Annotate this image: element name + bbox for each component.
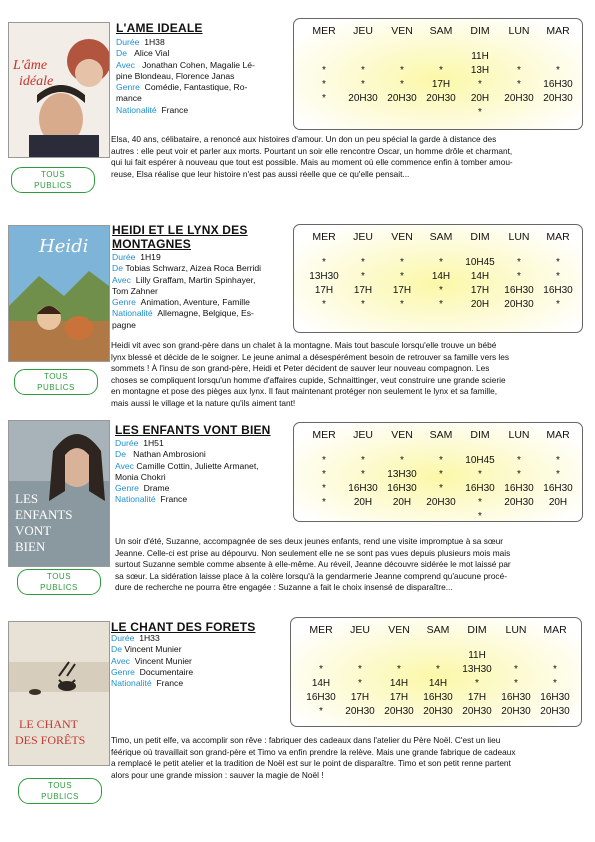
day-header: VEN [391,25,413,37]
day-header: MER [312,429,336,441]
showtime: 14H [389,678,409,689]
showtime: 20H30 [501,706,531,717]
day-header: DIM [470,231,490,243]
showtime: * [361,455,365,466]
showtime: 20H30 [387,93,417,104]
badge-line-2: PUBLICS [37,383,75,392]
showtime: * [361,271,365,282]
badge-line-1: TOUS [46,572,72,581]
showtime: 14H [428,678,448,689]
day-header: SAM [429,25,453,37]
poster-image [9,421,109,566]
showtime: 20H30 [384,706,414,717]
synopsis-line: reuse, Elsa réalise que leur histoire n'est pas aussi réelle que ce qu'elle pensait... [111,168,410,179]
showtime: 20H30 [462,706,492,717]
nationalite-value: France [156,678,184,689]
showtime: 16H30 [543,79,573,90]
badge-line-1: TOUS [40,170,66,179]
synopsis-line: autres : elle peut voir et parler aux morts. Pourtant un soir elle rencontre Oscar, un homme drôle et charmant, [111,145,513,156]
showtime: * [322,79,326,90]
badge-line-2: PUBLICS [40,583,78,592]
showtime: * [556,65,560,76]
showtime: 17H [350,692,370,703]
showtime: * [322,93,326,104]
day-header: DIM [467,624,487,636]
schedule-grid [293,18,583,130]
avec-value: Camille Cottin, Juliette Armanet, [136,460,259,471]
day-header: VEN [391,231,413,243]
showtime: 17H [470,285,490,296]
day-header: JEU [353,429,373,441]
showtime: * [322,483,326,494]
showtime: 10H45 [465,257,495,268]
duree-value: 1H19 [140,252,161,262]
showtime: 10H45 [465,455,495,466]
film-info [115,438,287,506]
showtime: 20H [353,497,373,508]
showtime: 16H30 [504,483,534,494]
badge-line-1: TOUS [43,372,69,381]
film-info [112,252,288,331]
poster-title-line-1: LE CHANT [19,717,78,731]
synopsis-line: Un soir d'été, Suzanne, accompagnée de ses deux jeunes enfants, rend une visite impromptue à sa sœur [115,536,504,546]
day-header: MER [312,231,336,243]
showtime: 17H [353,285,373,296]
showtime: * [439,469,443,480]
showtime: 13H30 [462,664,492,675]
showtime: 17H [389,692,409,703]
showtime: * [322,257,326,268]
poster-title-line-1: LES [15,491,39,506]
showtime: * [439,299,443,310]
showtime: * [556,455,560,466]
synopsis-line: sommets ! À l'insu de son grand-père, Heidi et Peter décident de sauver leur nouveau compagnon. Les [111,363,490,374]
avec-value: Jonathan Cohen, Magalie Lé- [142,59,255,70]
showtime: * [517,79,521,90]
showtime: 20H [548,497,568,508]
badge-line-1: TOUS [47,781,73,790]
showtime: 20H30 [543,93,573,104]
film-title [112,223,248,251]
poster-title-line-2: DES FORÊTS [15,733,86,747]
showtime: * [436,664,440,675]
film-title: LE CHANT DES FORETS [111,620,256,634]
schedule-grid [293,422,583,522]
showtime: * [358,678,362,689]
poster-heidi [8,225,110,362]
showtime: * [319,706,323,717]
genre-value: Documentaire [139,666,194,677]
poster-title: Heidi [39,236,89,257]
showtime: * [517,455,521,466]
showtime: * [322,299,326,310]
showtime: * [553,678,557,689]
day-header: LUN [508,25,530,37]
showtime: * [400,455,404,466]
genre-label: Genre [112,297,136,308]
day-header: JEU [350,624,370,636]
poster-image [9,622,109,765]
showtime: * [361,257,365,268]
synopsis [111,735,587,781]
de-label: De [115,449,126,460]
showtime: * [400,79,404,90]
avec-value-cont: pine Blondeau, Florence Janas [116,70,235,81]
showtime: 20H [470,299,490,310]
avec-label: Avec [115,460,134,471]
duree-label: Durée [112,252,136,262]
showtime: 20H30 [345,706,375,717]
showtime: 16H30 [543,285,573,296]
showtime: 20H30 [504,93,534,104]
synopsis-line: dure de recherche ne pourra être engagée : Suzanne a fait le choix insensé de disparaître... [115,582,453,593]
de-value: Alice Vial [134,48,170,59]
tous-publics-badge [17,569,101,595]
showtime: 17H [467,692,487,703]
nationalite-label: Nationalité [116,104,157,115]
showtime: * [322,455,326,466]
film-title: LES ENFANTS VONT BIEN [115,423,271,437]
poster-title-line-2: idéale [19,74,54,89]
day-header: MAR [546,25,570,37]
genre-value: Animation, Aventure, Famille [140,297,250,308]
showtime: 14H [431,271,451,282]
avec-label: Avec [112,274,131,285]
synopsis-line: a remplacé le petit atelier et la tradition de Noël est sur le point de disparaître. Timo et son petit renne partent [111,758,511,769]
avec-value: Vincent Munier [134,655,192,666]
genre-label: Genre [111,666,135,677]
showtime: * [439,257,443,268]
day-header: SAM [426,624,450,636]
poster-chant-des-forets [8,621,110,766]
de-value: Vincent Munier [124,644,182,655]
day-header: JEU [353,231,373,243]
showtime: * [475,678,479,689]
showtime: * [517,65,521,76]
synopsis-line: alors pour une grande mission : sauver la magie de Noël ! [111,769,324,780]
synopsis-line: Jeanne. Celle-ci est prise au dépourvu. Non seulement elle ne se sont pas vues depuis plusieurs mois mais [115,547,511,558]
showtime: * [478,511,482,522]
de-label: De [112,263,123,274]
poster-image [9,226,109,361]
day-header: SAM [429,429,453,441]
nationalite-value: France [160,494,188,505]
de-value: Tobias Schwarz, Aizea Roca Berridi [125,263,262,274]
showtime: 20H30 [423,706,453,717]
showtime: * [478,469,482,480]
showtime: * [478,497,482,508]
showtime: 16H30 [501,692,531,703]
showtime: * [400,65,404,76]
film-title-line-1: HEIDI ET LE LYNX DES [112,223,248,237]
synopsis [111,134,587,180]
showtime: * [517,257,521,268]
avec-label: Avec [116,59,135,70]
de-label: De [116,48,127,59]
showtime: * [556,299,560,310]
showtime: 20H30 [426,93,456,104]
de-label: De [111,644,122,655]
day-header: MER [309,624,333,636]
poster-title-line-2: ENFANTS [15,507,73,522]
avec-value-cont: Tom Zahner [112,285,158,296]
poster-title-line-1: L'âme [13,58,48,73]
showtime: 16H30 [423,692,453,703]
duree-label: Durée [116,37,140,47]
synopsis-line: surtout Suzanne semble comme absente à elle-même. Au réveil, Jeanne découvre sidérée le mot laissé par [115,559,511,570]
nationalite-value-cont: pagne [112,319,136,330]
showtime: 16H30 [504,285,534,296]
showtime: 13H30 [387,469,417,480]
synopsis-line: féérique où travaillait son grand-père et Timo va enfin prendre la relève. Mais une grande fabrique de cadeaux [111,746,516,757]
day-header: MAR [546,231,570,243]
showtime: * [361,299,365,310]
showtime: 16H30 [465,483,495,494]
day-header: LUN [505,624,527,636]
synopsis [111,340,587,410]
day-header: LUN [508,231,530,243]
genre-value: Comédie, Fantastique, Ro- [144,82,248,93]
day-header: MAR [546,429,570,441]
showtime: * [553,664,557,675]
showtime: 20H30 [504,299,534,310]
showtime: * [439,483,443,494]
synopsis-line: Timo, un petit elfe, va accomplir son rêve : fabriquer des cadeaux dans l'atelier du Père Noël. C'est un lieu [111,735,501,745]
avec-value-cont: Monia Chokri [115,471,166,482]
genre-label: Genre [115,483,139,494]
showtime: 13H [470,65,490,76]
synopsis [115,536,587,594]
poster-enfants-vont-bien [8,420,110,567]
showtime: * [556,469,560,480]
showtime: 17H [431,79,451,90]
showtime: * [322,65,326,76]
showtime: * [322,497,326,508]
synopsis-line: mais aussi le village et la nature qu'ils aiment tant! [111,397,296,408]
showtime: * [400,271,404,282]
poster-title-line-3: VONT [15,523,52,538]
duree-value: 1H51 [143,438,164,448]
synopsis-line: lynx blessé et décide de le soigner. Le jeune animal a désespérément besoin de retrouver sa famille vers les [111,351,510,362]
showtime: 16H30 [540,692,570,703]
showtime: * [397,664,401,675]
showtime: * [322,469,326,480]
duree-value: 1H33 [139,633,160,643]
showtime: * [400,299,404,310]
showtime: * [439,455,443,466]
showtime: 11H [471,51,489,62]
showtime: * [556,257,560,268]
nationalite-label: Nationalité [112,308,153,319]
day-header: DIM [470,429,490,441]
day-header: MAR [543,624,567,636]
avec-label: Avec [111,655,130,666]
showtime: 17H [392,285,412,296]
showtime: * [319,664,323,675]
synopsis-line: sa sœur. La sidération laisse place à la colère lorsqu'à la gendarmerie Jeanne comprend qu'aucune procé- [115,570,507,581]
nationalite-label: Nationalité [111,678,152,689]
day-header: DIM [470,25,490,37]
showtime: * [478,107,482,118]
showtime: * [556,271,560,282]
day-header: MER [312,25,336,37]
day-header: VEN [391,429,413,441]
showtime: 14H [311,678,331,689]
showtime: * [514,664,518,675]
showtime: * [361,469,365,480]
duree-value: 1H38 [144,37,165,47]
avec-value: Lilly Graffam, Martin Spinhayer, [135,274,256,285]
synopsis-line: Heidi vit avec son grand-père dans un chalet à la montagne. Mais tout bascule lorsqu'elle trouve un bébé [111,340,497,350]
showtime: 20H30 [348,93,378,104]
poster-title-line-4: BIEN [15,539,46,554]
showtime: * [439,65,443,76]
showtime: 11H [468,650,486,661]
badge-line-2: PUBLICS [34,181,72,190]
poster-image [9,23,109,157]
badge-line-2: PUBLICS [41,792,79,801]
day-header: VEN [388,624,410,636]
schedule-grid [290,617,582,727]
day-header: SAM [429,231,453,243]
showtime: 16H30 [387,483,417,494]
synopsis-line: en montagne et pose des pièges aux lynx. Il faut maintenant protéger non seulement le lynx et sa famille, [111,386,498,397]
showtime: 16H30 [306,692,336,703]
nationalite-value: France [161,104,189,115]
tous-publics-badge [18,778,102,804]
showtime: * [361,79,365,90]
genre-label: Genre [116,82,140,93]
showtime: * [478,79,482,90]
showtime: * [517,469,521,480]
day-header: LUN [508,429,530,441]
showtime: * [358,664,362,675]
nationalite-value: Allemagne, Belgique, Es- [157,308,254,319]
showtime: 13H30 [309,271,339,282]
film-info [111,633,283,689]
showtime: 16H30 [348,483,378,494]
poster-ame-ideale [8,22,110,158]
duree-label: Durée [111,633,135,643]
genre-value: Drame [143,483,170,494]
showtime: 20H [392,497,412,508]
film-title: L'AME IDEALE [116,21,203,35]
showtime: 20H [470,93,490,104]
showtime: * [517,271,521,282]
showtime: 20H30 [504,497,534,508]
duree-label: Durée [115,438,139,448]
synopsis-line: Elsa, 40 ans, célibataire, a renoncé aux histoires d'amour. Un don un peu spécial la garde à distance des [111,134,497,144]
showtime: * [400,257,404,268]
tous-publics-badge [11,167,95,193]
film-info [116,37,286,116]
synopsis-line: qui lui fait espérer à nouveau que tout est possible. Mais au moment où elle commence enfin à tomber amou- [111,157,513,168]
showtime: 14H [470,271,490,282]
schedule-grid [293,224,583,333]
showtime: * [439,285,443,296]
showtime: 20H30 [426,497,456,508]
showtime: 17H [314,285,334,296]
showtime: 20H30 [540,706,570,717]
showtime: * [361,65,365,76]
de-value: Nathan Ambrosioni [133,449,206,460]
film-title-line-2: MONTAGNES [112,237,191,251]
genre-value-cont: mance [116,93,142,104]
day-header: JEU [353,25,373,37]
nationalite-label: Nationalité [115,494,156,505]
synopsis-line: choses se compliquent lorsqu'un homme d'affaires cupide, Schnaittinger, veut construire une grande scierie [111,374,506,385]
tous-publics-badge [14,369,98,395]
showtime: 16H30 [543,483,573,494]
showtime: * [514,678,518,689]
